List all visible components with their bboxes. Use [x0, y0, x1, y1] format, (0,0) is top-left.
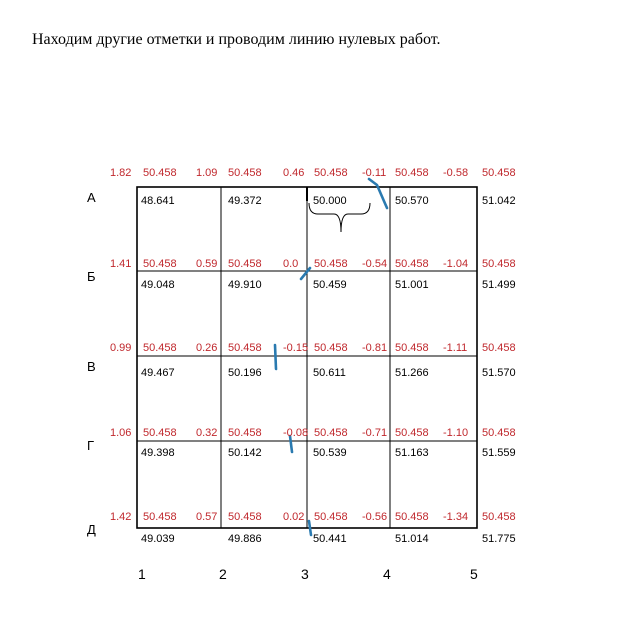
row-label: Д: [87, 522, 96, 537]
ground-mark: 51.266: [395, 367, 429, 379]
brace-annotation: [309, 203, 370, 232]
page-title: Находим другие отметки и проводим линию нулевых работ.: [32, 31, 441, 48]
design-mark: 50.458: [143, 258, 177, 270]
row-label: А: [87, 190, 96, 205]
ground-mark: 49.398: [141, 447, 175, 459]
work-mark: -0.71: [362, 427, 388, 439]
column-label: 3: [301, 566, 309, 582]
ground-mark: 51.775: [482, 533, 516, 545]
ground-mark: 49.910: [228, 279, 262, 291]
work-mark: -0.56: [362, 511, 388, 523]
column-label: 2: [219, 566, 227, 582]
zero-work-line-segment: [301, 268, 310, 279]
work-mark: -0.81: [362, 342, 388, 354]
ground-mark: 49.886: [228, 533, 262, 545]
design-mark: 50.458: [395, 258, 429, 270]
ground-mark: 49.372: [228, 195, 262, 207]
zero-work-line-segment: [275, 345, 276, 369]
column-label: 5: [470, 566, 478, 582]
ground-mark: 51.001: [395, 279, 429, 291]
ground-mark: 50.611: [313, 367, 346, 379]
ground-mark: 51.559: [482, 447, 516, 459]
design-mark: 50.458: [395, 167, 429, 179]
design-mark: 50.458: [143, 342, 177, 354]
ground-mark: 51.570: [482, 367, 516, 379]
work-mark: -0.11: [362, 167, 387, 179]
ground-mark: 51.499: [482, 279, 516, 291]
work-mark: -1.34: [443, 511, 469, 523]
work-mark: -0.15: [283, 342, 309, 354]
design-mark: 50.458: [482, 258, 516, 270]
work-mark: 1.42: [110, 511, 132, 523]
ground-mark: 50.142: [228, 447, 262, 459]
ground-mark: 49.039: [141, 533, 175, 545]
design-mark: 50.458: [395, 342, 429, 354]
design-mark: 50.458: [482, 167, 516, 179]
ground-mark: 50.539: [313, 447, 347, 459]
ground-mark: 51.042: [482, 195, 516, 207]
work-mark: -0.08: [283, 427, 309, 439]
work-mark: -1.11: [443, 342, 468, 354]
design-mark: 50.458: [482, 427, 516, 439]
work-mark: 0.26: [196, 342, 218, 354]
work-mark: 1.41: [110, 258, 132, 270]
design-mark: 50.458: [482, 511, 516, 523]
zero-work-line-segment: [369, 179, 387, 208]
design-mark: 50.458: [314, 342, 348, 354]
ground-mark: 50.000: [313, 195, 347, 207]
ground-mark: 50.570: [395, 195, 429, 207]
work-mark: 0.57: [196, 511, 218, 523]
zero-work-line-segment: [309, 521, 311, 535]
design-mark: 50.458: [395, 511, 429, 523]
row-label: Г: [87, 438, 95, 453]
design-mark: 50.458: [143, 167, 177, 179]
design-mark: 50.458: [395, 427, 429, 439]
work-mark: 1.82: [110, 167, 132, 179]
ground-mark: 50.459: [313, 279, 347, 291]
ground-mark: 51.014: [395, 533, 429, 545]
work-mark: 0.02: [283, 511, 305, 523]
design-mark: 50.458: [314, 167, 348, 179]
design-mark: 50.458: [228, 511, 262, 523]
work-mark: 1.06: [110, 427, 132, 439]
design-mark: 50.458: [228, 258, 262, 270]
work-mark: 0.99: [110, 342, 132, 354]
work-mark: -0.58: [443, 167, 469, 179]
work-mark: 0.46: [283, 167, 305, 179]
ground-mark: 50.196: [228, 367, 262, 379]
design-mark: 50.458: [314, 258, 348, 270]
ground-mark: 50.441: [313, 533, 347, 545]
design-mark: 50.458: [228, 167, 262, 179]
design-mark: 50.458: [143, 511, 177, 523]
ground-mark: 48.641: [141, 195, 175, 207]
work-mark: 0.32: [196, 427, 218, 439]
design-mark: 50.458: [228, 427, 262, 439]
work-mark: -1.04: [443, 258, 469, 270]
work-mark: 1.09: [196, 167, 218, 179]
design-mark: 50.458: [314, 427, 348, 439]
design-mark: 50.458: [314, 511, 348, 523]
ground-mark: 49.048: [141, 279, 175, 291]
column-label: 1: [138, 566, 146, 582]
row-label: В: [87, 359, 96, 374]
work-mark: -0.54: [362, 258, 388, 270]
design-mark: 50.458: [228, 342, 262, 354]
work-mark: -1.10: [443, 427, 469, 439]
design-mark: 50.458: [482, 342, 516, 354]
column-label: 4: [383, 566, 391, 582]
work-mark: 0.59: [196, 258, 218, 270]
work-mark: 0.0: [283, 258, 299, 270]
ground-mark: 51.163: [395, 447, 429, 459]
design-mark: 50.458: [143, 427, 177, 439]
row-label: Б: [87, 269, 96, 284]
ground-mark: 49.467: [141, 367, 175, 379]
